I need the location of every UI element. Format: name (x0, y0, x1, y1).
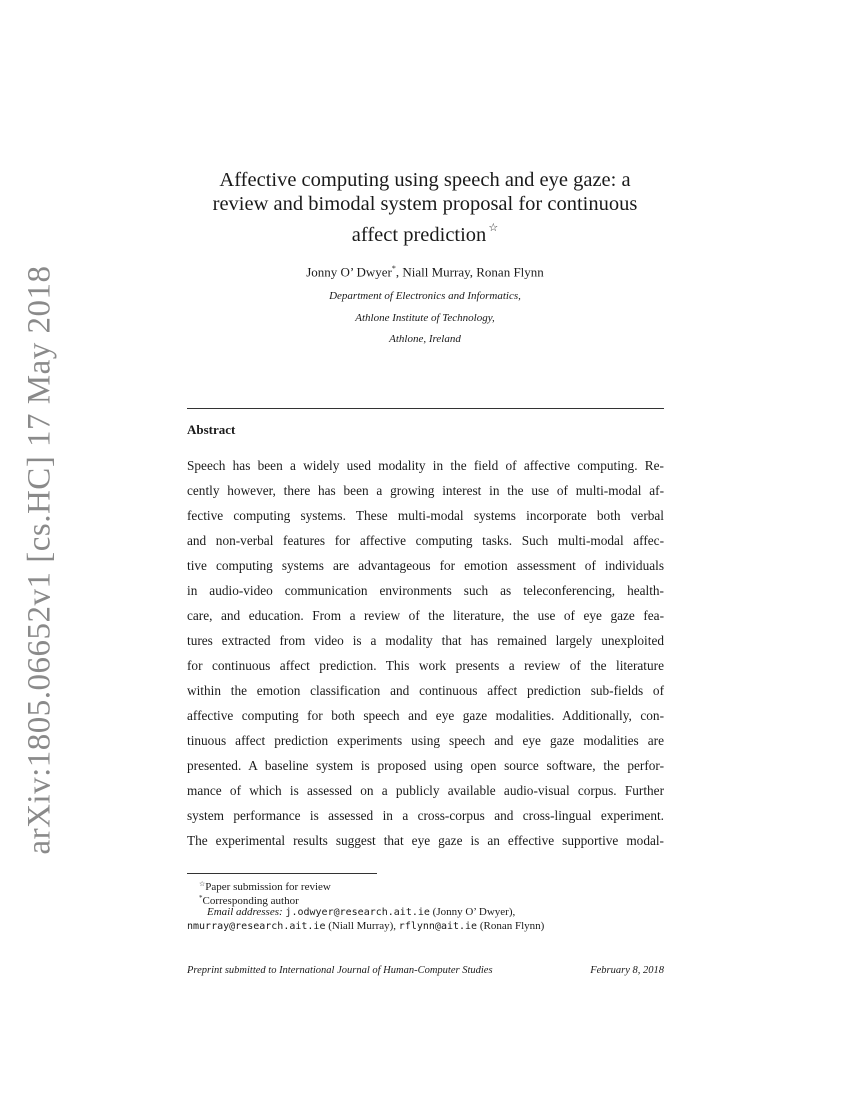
abstract-top-rule (187, 408, 664, 409)
footer-date: February 8, 2018 (590, 965, 664, 976)
abstract-line: care, and education. From a review of the literature, the use of eye gaze fea- (187, 608, 664, 623)
footnote-mark-asterisk: * (199, 894, 203, 902)
abstract-line: system performance is assessed in a cross-corpus and cross-lingual experiment. (187, 808, 664, 823)
footnote-corresponding: *Corresponding author (199, 894, 299, 907)
abstract-line: within the emotion classification and continuous affect prediction sub-fields of (187, 683, 664, 698)
author-rest: , Niall Murray, Ronan Flynn (395, 264, 544, 280)
abstract-line: tinuous affect prediction experiments using speech and eye gaze modalities are (187, 733, 664, 748)
affiliation-department: Department of Electronics and Informatics, (329, 290, 521, 302)
title-line-3: affect prediction ☆ (351, 222, 499, 246)
abstract-line: for continuous affect prediction. This work presents a review of the literature (187, 658, 664, 673)
email-name-flynn: (Ronan Flynn) (479, 920, 545, 932)
footnote-rule (187, 873, 377, 874)
abstract-line: The experimental results suggest that eye gaze is an effective supportive modal- (187, 833, 664, 848)
arxiv-identifier: arXiv:1805.06652v1 [cs.HC] 17 May 2018 (21, 265, 58, 855)
abstract-line: in audio-video communication environments such as teleconferencing, health- (187, 583, 664, 598)
footnote-emails-line-2 (187, 920, 544, 933)
title-line-1: Affective computing using speech and eye gaze: a (219, 169, 631, 191)
email-label: Email addresses: (207, 906, 283, 918)
affiliation-city: Athlone, Ireland (389, 333, 461, 345)
corresponding-mark: * (391, 264, 396, 273)
abstract-line: Speech has been a widely used modality in the field of affective computing. Re- (187, 458, 664, 473)
abstract-line: cently however, there has been a growing interest in the use of multi-modal af- (187, 483, 664, 498)
email-name-murray: (Niall Murray), (328, 920, 397, 932)
abstract-line: mance of which is assessed on a publicly available audio-visual corpus. Further (187, 783, 664, 798)
abstract-line: tures extracted from video is a modality that has remained largely unexploited (187, 633, 664, 648)
footnote-mark-star: ☆ (199, 880, 206, 888)
email-link-odwyer[interactable]: j.odwyer@research.ait.ie (285, 907, 430, 918)
affiliation-institute: Athlone Institute of Technology, (355, 312, 495, 324)
email-link-murray[interactable]: nmurray@research.ait.ie (187, 921, 326, 932)
email-link-flynn[interactable]: rflynn@ait.ie (398, 921, 478, 932)
abstract-line: and non-verbal features for affective computing tasks. Such multi-modal affec- (187, 533, 664, 548)
paper-title (150, 168, 700, 247)
abstract-line: tive computing systems are advantageous for emotion assessment of individuals (187, 558, 664, 573)
footnote-emails-line-1 (207, 906, 515, 919)
abstract-line: presented. A baseline system is proposed using open source software, the perfor- (187, 758, 664, 773)
page-footer (187, 965, 664, 976)
footnote-submission: ☆Paper submission for review (199, 880, 331, 893)
title-line-2: review and bimodal system proposal for continuous (212, 193, 638, 215)
email-name-odwyer: (Jonny O’ Dwyer), (432, 906, 516, 918)
abstract-line: fective computing systems. These multi-modal systems incorporate both verbal (187, 508, 664, 523)
abstract-line: affective computing for both speech and eye gaze modalities. Additionally, con- (187, 708, 664, 723)
title-footnote-mark: ☆ (488, 222, 499, 234)
abstract-heading: Abstract (187, 422, 236, 437)
footer-journal: Preprint submitted to International Journal of Human-Computer Studies (187, 965, 493, 976)
author-first: Jonny O’ Dwyer (306, 264, 392, 280)
author-list (150, 264, 700, 280)
